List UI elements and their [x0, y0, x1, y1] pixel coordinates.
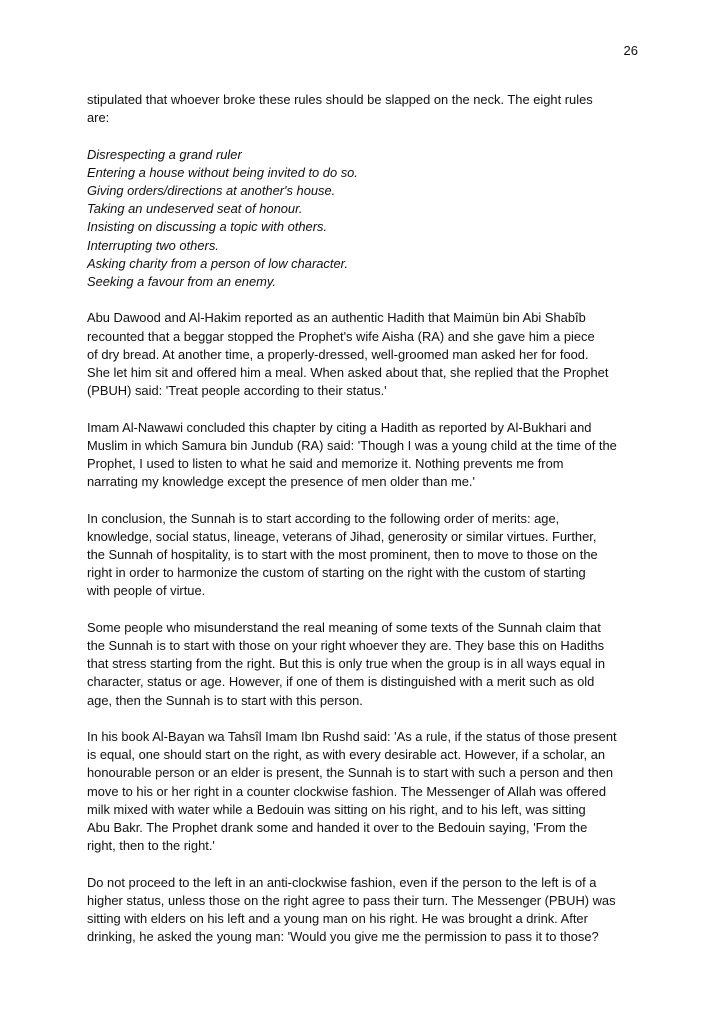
rule-item: Taking an undeserved seat of honour. — [87, 201, 303, 217]
text-line: the Sunnah is to start with those on your right whoever they are. They base this on Hadiths — [87, 638, 605, 654]
rule-item: Disrespecting a grand ruler — [87, 146, 242, 162]
text-line: knowledge, social status, lineage, veterans of Jihad, generosity or similar virtues. Further, — [87, 528, 597, 544]
text-line: with people of virtue. — [87, 583, 206, 599]
text-line: age, then the Sunnah is to start with this person. — [87, 692, 363, 708]
text-line: Prophet, I used to listen to what he said and memorize it. Nothing prevents me from — [87, 456, 564, 472]
text-line: of dry bread. At another time, a properly-dressed, well-groomed man asked her for food. — [87, 346, 589, 362]
text-line: narrating my knowledge except the presence of men older than me.' — [87, 474, 475, 490]
text-line: higher status, unless those on the right agree to pass their turn. The Messenger (PBUH) was — [87, 892, 616, 908]
text-line: Muslim in which Samura bin Jundub (RA) said: 'Though I was a young child at the time of the — [87, 437, 617, 453]
text-line: Imam Al-Nawawi concluded this chapter by citing a Hadith as reported by Al-Bukhari and — [87, 419, 592, 435]
rules-list — [87, 146, 647, 292]
text-line: Abu Dawood and Al-Hakim reported as an authentic Hadith that Maimün bin Abi Shabîb — [87, 310, 586, 326]
text-line: move to his or her right in a counter clockwise fashion. The Messenger of Allah was offered — [87, 783, 606, 799]
text-line: that stress starting from the right. But this is only true when the group is in all ways equal in — [87, 656, 606, 672]
text-line: right, then to the right.' — [87, 838, 215, 854]
rule-item: Giving orders/directions at another's house. — [87, 183, 336, 198]
paragraph-anti-clockwise — [87, 874, 647, 947]
rule-item: Asking charity from a person of low character. — [87, 255, 349, 271]
text-line: right in order to harmonize the custom of starting on the right with the custom of starting — [87, 565, 586, 581]
rule-item: Insisting on discussing a topic with others. — [87, 219, 328, 235]
intro-paragraph — [87, 91, 647, 127]
text-line: (PBUH) said: 'Treat people according to their status.' — [87, 383, 387, 399]
text-line: character, status or age. However, if one of them is distinguished with a merit such as old — [87, 674, 595, 690]
paragraph-al-nawawi — [87, 419, 647, 492]
rule-item: Seeking a favour from an enemy. — [87, 274, 276, 290]
text-line: Do not proceed to the left in an anti-clockwise fashion, even if the person to the left is of a — [87, 874, 597, 890]
text-line: the Sunnah of hospitality, is to start with the most prominent, then to move to those on the — [87, 547, 598, 563]
text-line: Abu Bakr. The Prophet drank some and handed it over to the Bedouin saying, 'From the — [87, 820, 588, 836]
rule-item: Entering a house without being invited to do so. — [87, 164, 358, 180]
text-line: drinking, he asked the young man: 'Would you give me the permission to pass it to those? — [87, 929, 599, 945]
text-line: milk mixed with water while a Bedouin was sitting on his right, and to his left, was sitting — [87, 801, 586, 817]
text-line: She let him sit and offered him a meal. When asked about that, she replied that the Prophet — [87, 365, 609, 381]
text-line: In his book Al-Bayan wa Tahsîl Imam Ibn Rushd said: 'As a rule, if the status of those present — [87, 729, 617, 745]
text-line: In conclusion, the Sunnah is to start according to the following order of merits: age, — [87, 510, 560, 526]
paragraph-abu-dawood — [87, 309, 647, 400]
page-body — [87, 91, 647, 965]
text-line: sitting with elders on his left and a young man on his right. He was brought a drink. After — [87, 911, 588, 927]
text-line: Some people who misunderstand the real meaning of some texts of the Sunnah claim that — [87, 619, 601, 635]
paragraph-ibn-rushd — [87, 728, 647, 855]
intro-line: stipulated that whoever broke these rules should be slapped on the neck. The eight rules — [87, 92, 593, 107]
text-line: honourable person or an elder is present, the Sunnah is to start with such a person and then — [87, 765, 613, 781]
paragraph-misunderstanding — [87, 619, 647, 710]
text-line: is equal, one should start on the right, as with every desirable act. However, if a scholar, an — [87, 747, 606, 763]
rule-item: Interrupting two others. — [87, 237, 219, 253]
text-line: recounted that a beggar stopped the Prophet's wife Aisha (RA) and she gave him a piece — [87, 328, 595, 344]
paragraph-conclusion — [87, 510, 647, 601]
page-number: 26 — [623, 43, 638, 58]
intro-line: are: — [87, 110, 110, 126]
